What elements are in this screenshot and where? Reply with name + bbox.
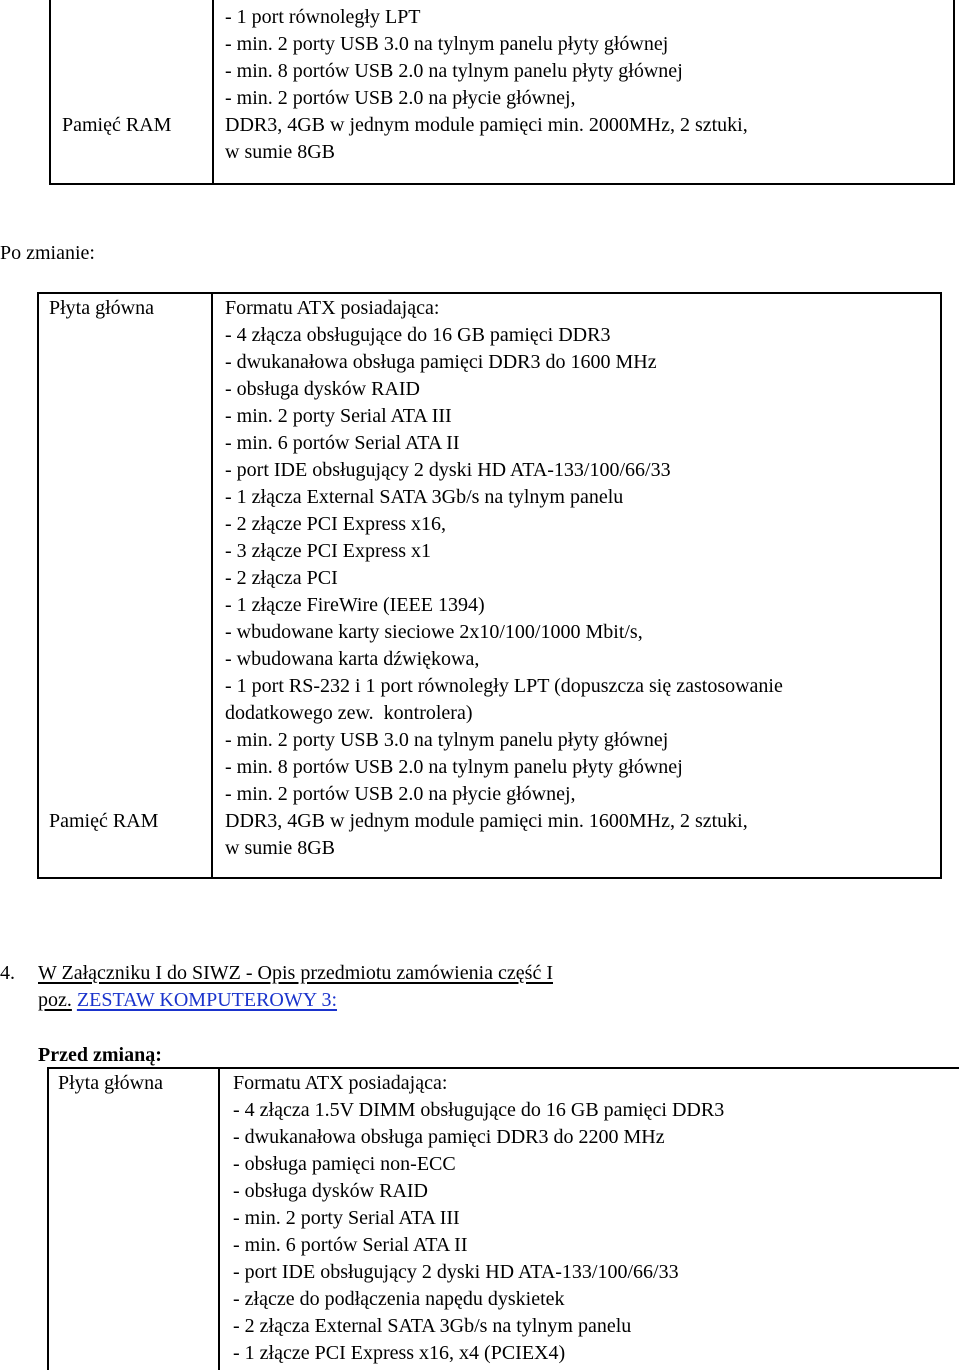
spec-line: - obsługa dysków RAID — [233, 1180, 428, 1202]
section-title: W Załączniku I do SIWZ - Opis przedmiotu zamówienia część I — [38, 962, 553, 984]
spec-line: - wbudowane karty sieciowe 2x10/100/1000 Mbit/s, — [225, 621, 643, 643]
spec-line: - min. 6 portów Serial ATA II — [225, 432, 460, 454]
spec-line: DDR3, 4GB w jednym module pamięci min. 2000MHz, 2 sztuki, — [225, 114, 748, 136]
spec-line: w sumie 8GB — [225, 141, 335, 163]
section-subtitle — [38, 987, 337, 1014]
spec-line: - min. 2 portów USB 2.0 na płycie głównej, — [225, 87, 576, 109]
spec-line: - 2 złącze PCI Express x16, — [225, 513, 447, 535]
spec-line: - min. 2 porty USB 3.0 na tylnym panelu płyty głównej — [225, 33, 669, 55]
spec-line: - złącze do podłączenia napędu dyskietek — [233, 1288, 565, 1310]
spec-line: - obsługa dysków RAID — [225, 378, 420, 400]
table-column-divider — [218, 1067, 220, 1370]
motherboard-spec — [233, 1070, 724, 1367]
motherboard-spec — [225, 295, 783, 862]
heading-after-change: Po zmianie: — [0, 242, 95, 264]
ram-label: Pamięć RAM — [49, 810, 159, 832]
spec-line: - min. 6 portów Serial ATA II — [233, 1234, 468, 1256]
spec-line: Formatu ATX posiadająca: — [225, 297, 440, 319]
spec-line: - 4 złącza obsługujące do 16 GB pamięci DDR3 — [225, 324, 611, 346]
computer-set-link[interactable]: ZESTAW KOMPUTEROWY 3: — [76, 989, 338, 1011]
spec-line: - port IDE obsługujący 2 dyski HD ATA-133/100/66/33 — [233, 1261, 679, 1283]
spec-line: - 2 złącza PCI — [225, 567, 338, 589]
spec-line: - dwukanałowa obsługa pamięci DDR3 do 1600 MHz — [225, 351, 657, 373]
spec-line: - wbudowana karta dźwiękowa, — [225, 648, 480, 670]
spec-line: - min. 8 portów USB 2.0 na tylnym panelu płyty głównej — [225, 756, 683, 778]
table-border-bottom — [49, 183, 955, 185]
spec-line: - min. 2 porty Serial ATA III — [225, 405, 452, 427]
spec-line: - obsługa pamięci non-ECC — [233, 1153, 456, 1175]
table-column-divider — [212, 0, 214, 185]
spec-line: DDR3, 4GB w jednym module pamięci min. 1600MHz, 2 sztuki, — [225, 810, 748, 832]
table-border-left — [47, 1067, 49, 1370]
table-border-top — [47, 1067, 959, 1069]
table-border-left — [49, 0, 51, 185]
spec-line: - min. 8 portów USB 2.0 na tylnym panelu płyty głównej — [225, 60, 683, 82]
position-prefix: poz. — [38, 989, 72, 1011]
table-column-divider — [211, 292, 213, 879]
spec-line: - 4 złącza 1.5V DIMM obsługujące do 16 GB pamięci DDR3 — [233, 1099, 725, 1121]
spec-line: Formatu ATX posiadająca: — [233, 1072, 448, 1094]
spec-line: - 1 port RS-232 i 1 port równoległy LPT (dopuszcza się zastosowanie — [225, 675, 783, 697]
table-cell-motherboard-continued — [225, 4, 748, 166]
ram-label: Pamięć RAM — [62, 114, 172, 136]
spec-line: w sumie 8GB — [225, 837, 335, 859]
spec-line: - port IDE obsługujący 2 dyski HD ATA-133/100/66/33 — [225, 459, 671, 481]
spec-line: - 1 złącze FireWire (IEEE 1394) — [225, 594, 485, 616]
spec-line: dodatkowego zew. kontrolera) — [225, 702, 473, 724]
spec-line: - min. 2 porty USB 3.0 na tylnym panelu płyty głównej — [225, 729, 669, 751]
spec-line: - 1 złącza External SATA 3Gb/s na tylnym panelu — [225, 486, 624, 508]
section-number: 4. — [0, 962, 15, 984]
spec-line: - 1 złącze PCI Express x16, x4 (PCIEX4) — [233, 1342, 566, 1364]
spec-line: - min. 2 portów USB 2.0 na płycie głównej, — [225, 783, 576, 805]
table-border-right — [953, 0, 955, 185]
spec-line: - 3 złącze PCI Express x1 — [225, 540, 432, 562]
motherboard-label: Płyta główna — [49, 297, 154, 319]
motherboard-label: Płyta główna — [58, 1072, 163, 1094]
spec-line: - min. 2 porty Serial ATA III — [233, 1207, 460, 1229]
spec-line: - dwukanałowa obsługa pamięci DDR3 do 2200 MHz — [233, 1126, 665, 1148]
heading-before-change: Przed zmianą: — [38, 1044, 162, 1066]
spec-line: - 1 port równoległy LPT — [225, 6, 421, 28]
spec-line: - 2 złącza External SATA 3Gb/s na tylnym panelu — [233, 1315, 632, 1337]
